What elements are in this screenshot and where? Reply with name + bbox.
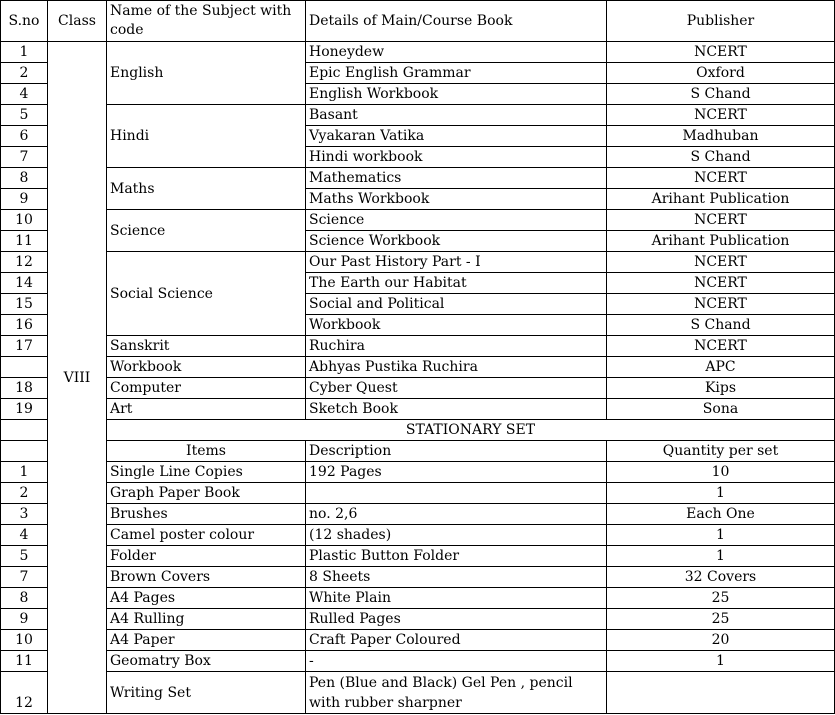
description-cell [306, 483, 607, 504]
table-row [1, 42, 835, 63]
table-row [1, 378, 835, 399]
header-description: Description [306, 441, 607, 462]
quantity-cell: 32 Covers [607, 567, 835, 588]
publisher-cell: Kips [607, 378, 835, 399]
item-cell: Folder [107, 546, 306, 567]
header-quantity: Quantity per set [607, 441, 835, 462]
table-row [1, 567, 835, 588]
item-cell: A4 Paper [107, 630, 306, 651]
table-row [1, 609, 835, 630]
quantity-cell: 1 [607, 651, 835, 672]
stationary-title-row [1, 420, 835, 441]
description-cell: Pen (Blue and Black) Gel Pen , pencil with rubber sharpner [306, 672, 607, 714]
table-row [1, 651, 835, 672]
table-row [1, 630, 835, 651]
sno-cell: 1 [1, 462, 48, 483]
sno-cell: 6 [1, 126, 48, 147]
book-cell: Mathematics [306, 168, 607, 189]
book-cell: Hindi workbook [306, 147, 607, 168]
sno-cell: 9 [1, 609, 48, 630]
header-details: Details of Main/Course Book [306, 1, 607, 42]
subject-cell: Maths [107, 168, 306, 210]
table-row [1, 252, 835, 273]
sno-cell: 5 [1, 546, 48, 567]
table-row [1, 672, 835, 714]
sno-cell: 8 [1, 588, 48, 609]
book-cell: Cyber Quest [306, 378, 607, 399]
sno-cell: 15 [1, 294, 48, 315]
item-cell: Brushes [107, 504, 306, 525]
table-row [1, 483, 835, 504]
book-cell: Our Past History Part - I [306, 252, 607, 273]
publisher-cell: NCERT [607, 336, 835, 357]
book-cell: The Earth our Habitat [306, 273, 607, 294]
sno-cell [1, 441, 48, 462]
table-row [1, 357, 835, 378]
table-row [1, 399, 835, 420]
book-cell: Science Workbook [306, 231, 607, 252]
item-cell: Brown Covers [107, 567, 306, 588]
sno-cell: 14 [1, 273, 48, 294]
sno-cell: 8 [1, 168, 48, 189]
publisher-cell: S Chand [607, 84, 835, 105]
sno-cell: 11 [1, 231, 48, 252]
sno-cell: 7 [1, 567, 48, 588]
item-cell: Graph Paper Book [107, 483, 306, 504]
sno-cell: 7 [1, 147, 48, 168]
quantity-cell: 1 [607, 546, 835, 567]
table-row [1, 168, 835, 189]
description-cell: Plastic Button Folder [306, 546, 607, 567]
description-cell: 192 Pages [306, 462, 607, 483]
quantity-cell: 1 [607, 525, 835, 546]
quantity-cell: 20 [607, 630, 835, 651]
quantity-cell: 1 [607, 483, 835, 504]
book-cell: Vyakaran Vatika [306, 126, 607, 147]
book-cell: Epic English Grammar [306, 63, 607, 84]
stationary-header-row [1, 441, 835, 462]
table-row [1, 210, 835, 231]
item-cell: Single Line Copies [107, 462, 306, 483]
subject-cell: Computer [107, 378, 306, 399]
header-class: Class [48, 1, 107, 42]
quantity-cell [607, 672, 835, 714]
description-cell: White Plain [306, 588, 607, 609]
sno-cell [1, 420, 48, 441]
header-items: Items [107, 441, 306, 462]
book-cell: Workbook [306, 315, 607, 336]
sno-cell: 5 [1, 105, 48, 126]
description-cell: no. 2,6 [306, 504, 607, 525]
sno-cell: 11 [1, 651, 48, 672]
subject-cell: Hindi [107, 105, 306, 168]
sno-cell: 1 [1, 42, 48, 63]
table-row [1, 336, 835, 357]
publisher-cell: S Chand [607, 147, 835, 168]
book-cell: Ruchira [306, 336, 607, 357]
book-cell: Sketch Book [306, 399, 607, 420]
book-cell: Honeydew [306, 42, 607, 63]
item-cell: Camel poster colour [107, 525, 306, 546]
subject-cell: Workbook [107, 357, 306, 378]
item-cell: Writing Set [107, 672, 306, 714]
subject-cell: English [107, 42, 306, 105]
publisher-cell: APC [607, 357, 835, 378]
publisher-cell: NCERT [607, 252, 835, 273]
publisher-cell: NCERT [607, 42, 835, 63]
description-cell: (12 shades) [306, 525, 607, 546]
book-cell: Science [306, 210, 607, 231]
description-cell: 8 Sheets [306, 567, 607, 588]
quantity-cell: Each One [607, 504, 835, 525]
sno-cell [1, 357, 48, 378]
table-row [1, 462, 835, 483]
table-row [1, 546, 835, 567]
publisher-cell: Sona [607, 399, 835, 420]
sno-cell: 18 [1, 378, 48, 399]
book-cell: Basant [306, 105, 607, 126]
sno-cell: 16 [1, 315, 48, 336]
table-row [1, 105, 835, 126]
sno-cell: 4 [1, 525, 48, 546]
book-cell: English Workbook [306, 84, 607, 105]
subject-cell: Sanskrit [107, 336, 306, 357]
sno-cell: 17 [1, 336, 48, 357]
publisher-cell: NCERT [607, 168, 835, 189]
sno-cell: 19 [1, 399, 48, 420]
header-row [1, 1, 835, 42]
quantity-cell: 25 [607, 609, 835, 630]
publisher-cell: NCERT [607, 294, 835, 315]
publisher-cell: NCERT [607, 210, 835, 231]
description-cell: Craft Paper Coloured [306, 630, 607, 651]
table-row [1, 525, 835, 546]
publisher-cell: Madhuban [607, 126, 835, 147]
book-cell: Maths Workbook [306, 189, 607, 210]
class-cell: VIII [48, 42, 107, 714]
publisher-cell: Arihant Publication [607, 189, 835, 210]
sno-cell: 12 [1, 252, 48, 273]
publisher-cell: S Chand [607, 315, 835, 336]
sno-cell: 12 [1, 672, 48, 714]
publisher-cell: Arihant Publication [607, 231, 835, 252]
sno-cell: 3 [1, 504, 48, 525]
sno-cell: 10 [1, 630, 48, 651]
subject-cell: Science [107, 210, 306, 252]
description-cell: - [306, 651, 607, 672]
subject-cell: Art [107, 399, 306, 420]
book-cell: Abhyas Pustika Ruchira [306, 357, 607, 378]
quantity-cell: 10 [607, 462, 835, 483]
quantity-cell: 25 [607, 588, 835, 609]
header-sno: S.no [1, 1, 48, 42]
header-publisher: Publisher [607, 1, 835, 42]
publisher-cell: Oxford [607, 63, 835, 84]
description-cell: Rulled Pages [306, 609, 607, 630]
table-row [1, 588, 835, 609]
book-cell: Social and Political [306, 294, 607, 315]
sno-cell: 10 [1, 210, 48, 231]
sno-cell: 2 [1, 63, 48, 84]
item-cell: A4 Pages [107, 588, 306, 609]
sno-cell: 9 [1, 189, 48, 210]
table-row [1, 504, 835, 525]
sno-cell: 2 [1, 483, 48, 504]
sno-cell: 4 [1, 84, 48, 105]
publisher-cell: NCERT [607, 273, 835, 294]
publisher-cell: NCERT [607, 105, 835, 126]
subject-cell: Social Science [107, 252, 306, 336]
stationary-title: STATIONARY SET [107, 420, 835, 441]
item-cell: Geomatry Box [107, 651, 306, 672]
header-subject: Name of the Subject with code [107, 1, 306, 42]
item-cell: A4 Rulling [107, 609, 306, 630]
